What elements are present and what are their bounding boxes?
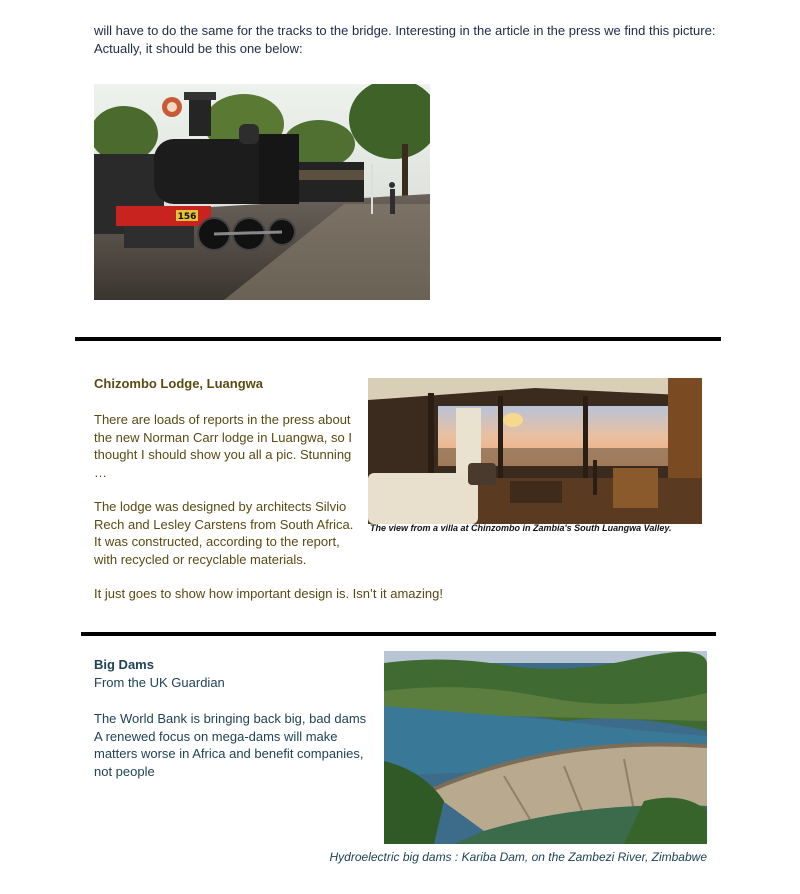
lodge-section-title: Chizombo Lodge, Luangwa [94, 376, 263, 391]
dam-photo-caption: Hydroelectric big dams : Kariba Dam, on the Zambezi River, Zimbabwe [329, 850, 707, 864]
dams-section-title: Big Dams [94, 657, 154, 672]
lodge-villa-photo [368, 378, 702, 524]
kariba-dam-photo [384, 651, 707, 844]
locomotive-number-plate: 156 [177, 212, 197, 222]
lodge-paragraph-3: It just goes to show how important design is. Isn’t it amazing! [94, 586, 444, 601]
section-divider [81, 632, 716, 636]
intro-paragraph: will have to do the same for the tracks to the bridge. Interesting in the article in the press we find this picture: Actually, it should be this one below: [94, 23, 716, 56]
steam-train-photo [94, 84, 430, 300]
lodge-paragraph-1: There are loads of reports in the press about the new Norman Carr lodge in Luangwa, so I thought I should show you all a pic. Stunning … [94, 412, 352, 480]
lodge-paragraph-2: The lodge was designed by architects Silvio Rech and Lesley Carstens from South Africa. It was constructed, according to the report, with recycled or recyclable materials. [94, 499, 354, 567]
dams-source: From the UK Guardian [94, 675, 225, 690]
lodge-photo-caption: The view from a villa at Chinzombo in Zambia's South Luangwa Valley. [370, 523, 672, 533]
section-divider [75, 337, 721, 341]
dams-paragraph: The World Bank is bringing back big, bad dams A renewed focus on mega-dams will make matters worse in Africa and benefit companies, not people [94, 711, 367, 779]
